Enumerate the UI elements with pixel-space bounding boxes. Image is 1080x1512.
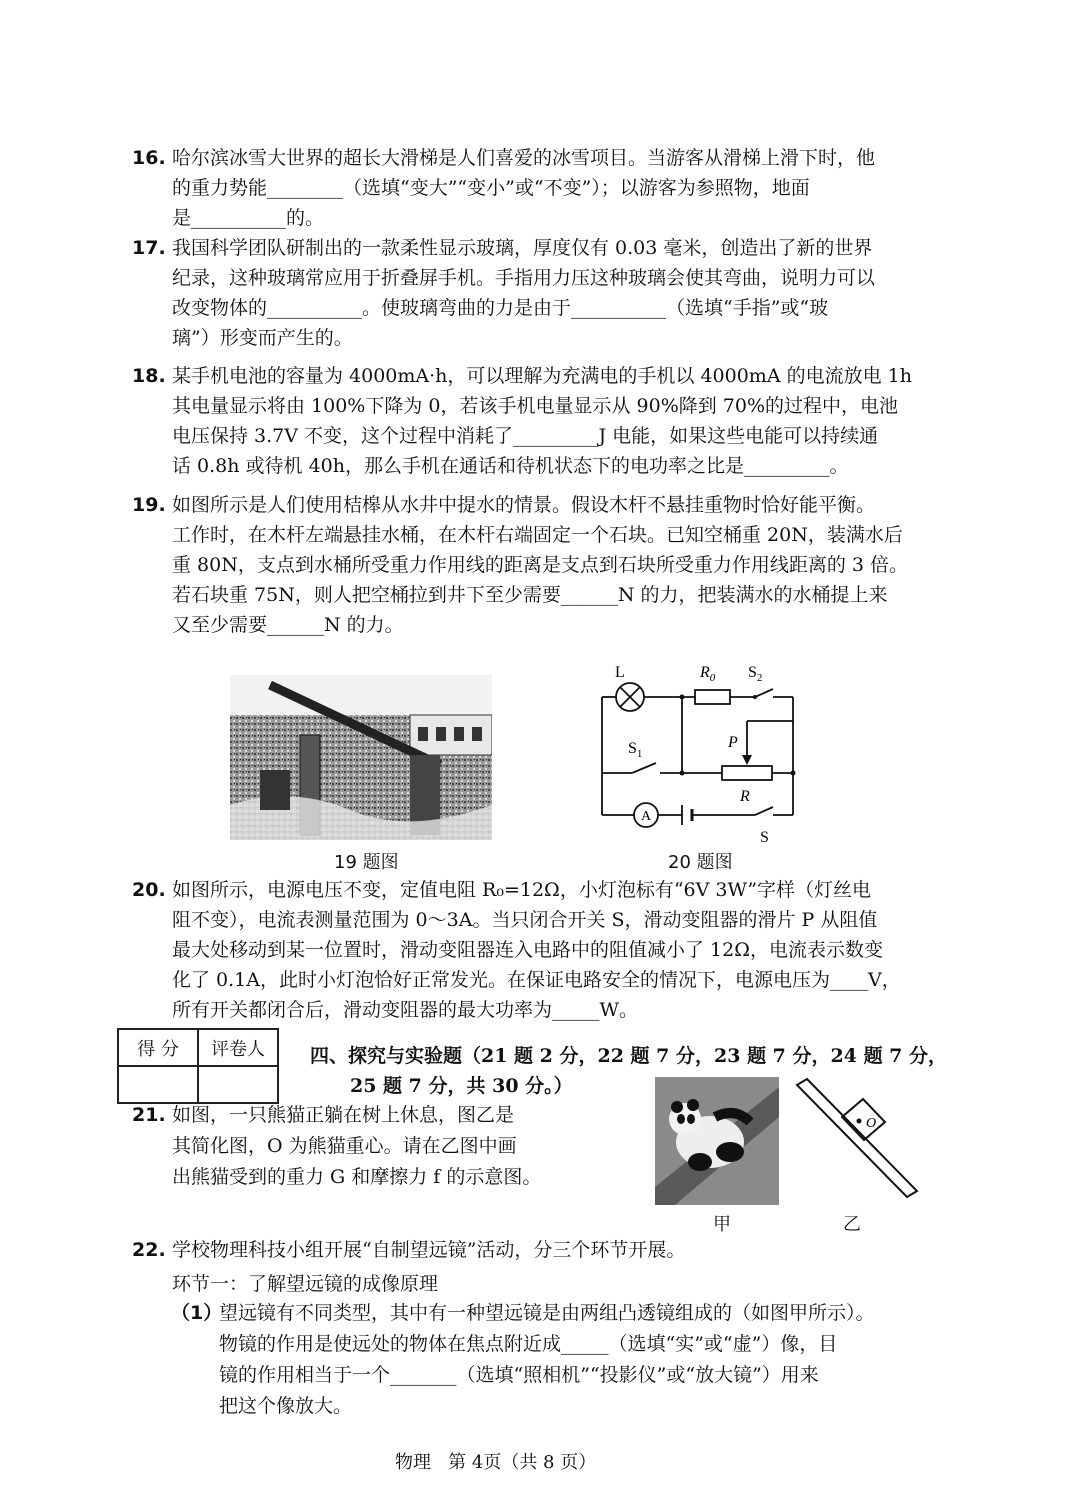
slider-p-label: P — [728, 734, 738, 751]
s1-label — [628, 740, 642, 760]
s2-subscript: 2 — [756, 672, 763, 684]
text-line: 出熊猫受到的重力 G 和摩擦力 f 的示意图。 — [172, 1166, 542, 1188]
question-20 — [132, 875, 901, 1025]
figure-jia-label: 甲 — [713, 1214, 731, 1235]
question-number: 16. — [132, 147, 166, 169]
r0-label — [699, 664, 716, 684]
question-number: 22. — [132, 1239, 166, 1261]
question-18 — [132, 361, 912, 481]
text-line: 如图，一只熊猫正躺在树上休息，图乙是 — [172, 1104, 515, 1126]
simplified-diagram — [785, 1077, 920, 1205]
figure-19-caption: 19 题图 — [334, 852, 399, 873]
center-o-label: O — [866, 1116, 877, 1131]
figure-19-photo — [230, 675, 492, 840]
question-22-part-1 — [171, 1298, 875, 1422]
question-number: 18. — [132, 365, 166, 387]
text-line: 重 80N，支点到水桶所受重力作用线的距离是支点到石块所受重力作用线距离的 3 倍。 — [172, 554, 909, 576]
switch-s-label: S — [760, 829, 769, 846]
section-heading-line: 25 题 7 分，共 30 分。） — [350, 1075, 573, 1097]
text-line: 话 0.8h 或待机 40h，那么手机在通话和待机状态下的电功率之比是_________。 — [172, 455, 849, 477]
page-footer: 物理 第 4页（共 8 页） — [395, 1452, 597, 1473]
text-line: 其电量显示将由 100%下降为 0，若该手机电量显示从 90%降到 70%的过程中，电池 — [172, 395, 899, 417]
stage-heading: 环节一：了解望远镜的成像原理 — [172, 1273, 439, 1295]
panda-photo — [655, 1077, 779, 1205]
text-line: 把这个像放大。 — [219, 1395, 353, 1417]
question-21 — [132, 1100, 542, 1193]
text-line: 其简化图，O 为熊猫重心。请在乙图中画 — [172, 1135, 517, 1157]
figure-20-caption: 20 题图 — [668, 852, 733, 873]
r0-letter: R — [700, 664, 710, 681]
ammeter-label: A — [641, 809, 652, 824]
s1-subscript: 1 — [636, 748, 643, 760]
text-line: 又至少需要______N 的力。 — [172, 614, 404, 636]
s2-label — [748, 664, 762, 684]
score-table — [117, 1028, 279, 1104]
text-line: 学校物理科技小组开展“自制望远镜”活动，分三个环节开展。 — [172, 1239, 686, 1261]
question-number: 17. — [132, 237, 166, 259]
text-line: 哈尔滨冰雪大世界的超长大滑梯是人们喜爱的冰雪项目。当游客从滑梯上滑下时，他 — [172, 147, 876, 169]
score-cell[interactable] — [118, 1066, 198, 1103]
text-line: 工作时，在木杆左端悬挂水桶，在木杆右端固定一个石块。已知空桶重 20N，装满水后 — [172, 524, 903, 546]
lamp-label: L — [615, 664, 625, 681]
s2-letter: S — [748, 664, 757, 681]
question-19 — [132, 490, 909, 640]
text-line: 是__________的。 — [172, 207, 325, 229]
text-line: 阻不变），电流表测量范围为 0～3A。当只闭合开关 S，滑动变阻器的滑片 P 从阻值 — [172, 909, 878, 931]
text-line: 若石块重 75N，则人把空桶拉到井下至少需要______N 的力，把装满水的水桶提上来 — [172, 584, 888, 606]
text-line: 化了 0.1A，此时小灯泡恰好正常发光。在保证电路安全的情况下，电源电压为____V， — [172, 969, 901, 991]
text-line: 某手机电池的容量为 4000mA·h，可以理解为充满电的手机以 4000mA 的电流放电 1h — [172, 365, 912, 387]
grader-cell[interactable] — [198, 1066, 278, 1103]
question-16 — [132, 143, 876, 233]
s1-letter: S — [628, 740, 637, 757]
text-line: 望远镜有不同类型，其中有一种望远镜是由两组凸透镜组成的（如图甲所示）。 — [219, 1302, 875, 1324]
text-line: 电压保持 3.7V 不变，这个过程中消耗了_________J 电能，如果这些电能可以持续通 — [172, 425, 879, 447]
question-17 — [132, 233, 876, 353]
figure-yi-label: 乙 — [843, 1214, 861, 1235]
r0-subscript: 0 — [709, 672, 716, 684]
text-line: 所有开关都闭合后，滑动变阻器的最大功率为_____W。 — [172, 999, 639, 1021]
grader-header: 评卷人 — [198, 1029, 278, 1066]
question-22 — [132, 1235, 686, 1299]
text-line: 我国科学团队研制出的一款柔性显示玻璃，厚度仅有 0.03 毫米，创造出了新的世界 — [172, 237, 873, 259]
score-header: 得 分 — [118, 1029, 198, 1066]
rheostat-label: R — [740, 788, 750, 805]
text-line: 的重力势能________（选填“变大”“变小”或“不变”）；以游客为参照物，地面 — [172, 177, 810, 199]
text-line: 改变物体的__________。使玻璃弯曲的力是由于__________（选填“手指”或“玻 — [172, 297, 829, 319]
question-number: 21. — [132, 1104, 166, 1126]
text-line: 镜的作用相当于一个_______（选填“照相机”“投影仪”或“放大镜”）用来 — [219, 1364, 819, 1386]
figure-20-circuit — [590, 655, 810, 855]
text-line: 如图所示是人们使用桔槔从水井中提水的情景。假设木杆不悬挂重物时恰好能平衡。 — [172, 494, 876, 516]
text-line: 如图所示，电源电压不变，定值电阻 R₀=12Ω，小灯泡标有“6V 3W”字样（灯丝电 — [172, 879, 872, 901]
text-line: 纪录，这种玻璃常应用于折叠屏手机。手指用力压这种玻璃会使其弯曲，说明力可以 — [172, 267, 876, 289]
question-number: 20. — [132, 879, 166, 901]
question-number: 19. — [132, 494, 166, 516]
text-line: 物镜的作用是使远处的物体在焦点附近成_____（选填“实”或“虚”）像，目 — [219, 1333, 838, 1355]
sub-question-number: （1） — [171, 1302, 223, 1324]
text-line: 璃”）形变而产生的。 — [172, 327, 353, 349]
text-line: 最大处移动到某一位置时，滑动变阻器连入电路中的阻值减小了 12Ω，电流表示数变 — [172, 939, 883, 961]
section-heading-line: 四、探究与实验题（21 题 2 分，22 题 7 分，23 题 7 分，24 题 7 分， — [310, 1045, 948, 1067]
